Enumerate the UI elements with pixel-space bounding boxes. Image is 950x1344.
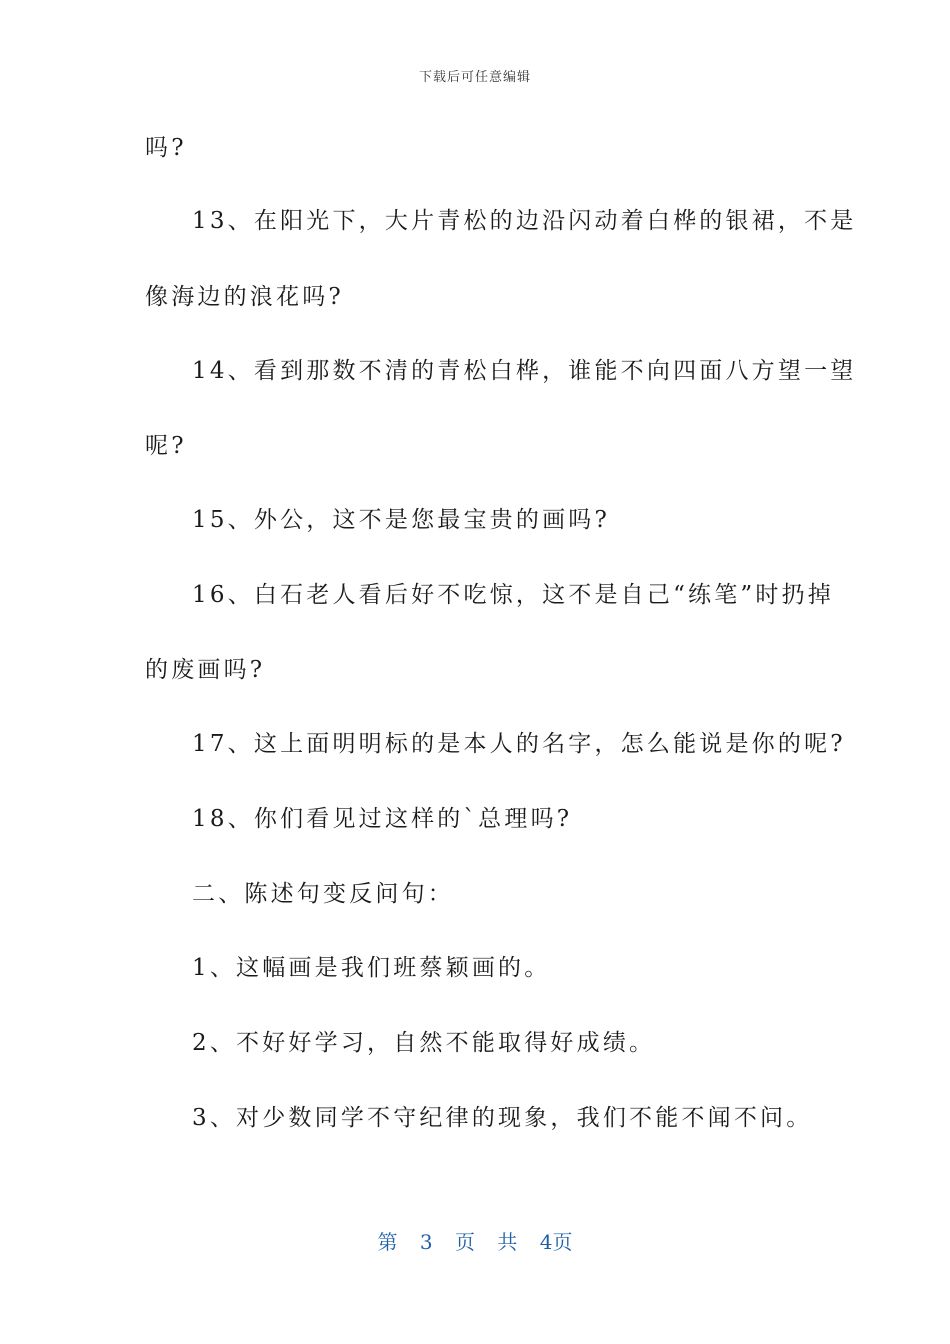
text-line: 呢? <box>145 433 187 459</box>
text-line: 像海边的浪花吗? <box>145 284 344 310</box>
text-line: 3、对少数同学不守纪律的现象，我们不能不闻不问。 <box>192 1105 813 1131</box>
text-line: 2、不好好学习，自然不能取得好成绩。 <box>192 1030 656 1056</box>
total-pages: 4页 <box>539 1230 573 1254</box>
text-line: 16、白石老人看后好不吃惊，这不是自己“练笔”时扔掉 <box>192 582 834 608</box>
current-page-number: 3 <box>419 1230 433 1254</box>
text-line: 吗? <box>145 135 187 161</box>
text-line: 1、这幅画是我们班蔡颖画的。 <box>192 955 551 981</box>
text-line: 15、外公，这不是您最宝贵的画吗? <box>192 507 610 533</box>
text-line: 的废画吗? <box>145 657 266 683</box>
footer-label-before: 第 <box>377 1230 398 1254</box>
text-line: 14、看到那数不清的青松白桦，谁能不向四面八方望一望 <box>192 358 857 384</box>
footer-label-page: 页 <box>455 1230 475 1254</box>
page-footer <box>0 1226 950 1255</box>
text-line: 17、这上面明明标的是本人的名字，怎么能说是你的呢? <box>192 731 846 757</box>
text-line: 18、你们看见过这样的`总理吗? <box>192 806 573 832</box>
text-line: 13、在阳光下，大片青松的边沿闪动着白桦的银裙，不是 <box>192 208 857 234</box>
page-header: 下载后可任意编辑 <box>418 70 531 85</box>
footer-label-total: 共 <box>497 1230 518 1254</box>
section-heading: 二、陈述句变反问句： <box>192 881 454 907</box>
